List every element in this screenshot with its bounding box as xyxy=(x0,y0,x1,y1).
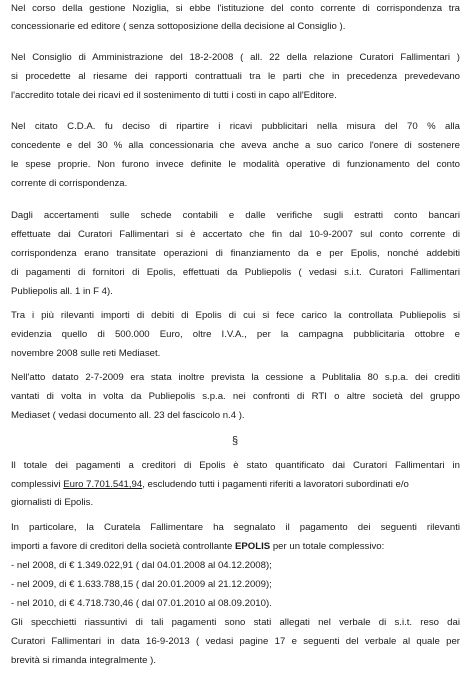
text-fragment: importi a favore di creditori della società controllante xyxy=(11,541,235,552)
text-line: Tra i più rilevanti importi di debiti di Epolis di cui si fece carico la controllata Publiepolis si xyxy=(11,310,460,321)
company-name: EPOLIS xyxy=(234,541,271,552)
text-line: Nel citato C.D.A. fu deciso di ripartire i ricavi pubblicitari nella misura del 70 % alla xyxy=(11,121,460,132)
text-line: novembre 2008 sulle reti Mediaset. xyxy=(11,348,161,359)
text-line: vantati di volta in volta da Publiepolis s.p.a. nei confronti di RTI o altre società del gruppo xyxy=(11,391,460,402)
total-amount: Euro 7.701.541,94 xyxy=(63,479,143,490)
text-line: Curatori Fallimentari in data 16-9-2013 ( vedasi pagine 17 e seguenti del verbale al quale per xyxy=(11,636,460,647)
text-line: l'accredito totale dei ricavi ed il sostenimento di tutti i costi in capo all'Editore. xyxy=(11,90,337,101)
text-line: giornalisti di Epolis. xyxy=(11,497,94,508)
payment-item: - nel 2010, di € 4.718.730,46 ( dal 07.01.2010 al 08.09.2010). xyxy=(11,598,272,609)
text-line: corrente di corrispondenza. xyxy=(11,178,128,189)
text-fragment: per un totale complessivo: xyxy=(270,541,385,552)
text-line: si procedette al riesame dei rapporti contrattuali tra le parti che in precedenza prevedevano xyxy=(11,71,460,82)
text-line: Nel Consiglio di Amministrazione del 18-2-2008 ( all. 22 della relazione Curatori Fallimentari ) xyxy=(11,52,460,63)
text-line: corrispondenza erano transitate operazioni di finanziamento da e per Epolis, nonché addebiti xyxy=(11,248,460,259)
payment-item: - nel 2009, di € 1.633.788,15 ( dal 20.01.2009 al 21.12.2009); xyxy=(11,579,272,590)
payment-item: - nel 2008, di € 1.349.022,91 ( dal 04.01.2008 al 04.12.2008); xyxy=(11,560,272,571)
text-line: concedente e del 30 % alla concessionaria che aveva anche a suo carico l'onere di sostenere xyxy=(11,140,460,151)
text-line: Nell'atto datato 2-7-2009 era stata inoltre prevista la cessione a Publitalia 80 s.p.a. dei crediti xyxy=(11,372,460,383)
text-line: Nel corso della gestione Noziglia, si ebbe l'istituzione del conto corrente di corrispondenza tra xyxy=(11,3,460,14)
text-line: brevità si rimanda integralmente ). xyxy=(11,655,157,666)
text-line xyxy=(11,479,460,491)
text-line: concessionarie ed editore ( senza sottoposizione della decisione al Consiglio ). xyxy=(11,21,346,32)
text-line: In particolare, la Curatela Fallimentare ha segnalato il pagamento dei seguenti rilevanti xyxy=(11,522,460,533)
section-mark: § xyxy=(231,435,239,447)
text-line: Mediaset ( vedasi documento all. 23 del fascicolo n.4 ). xyxy=(11,410,245,421)
text-fragment: , escludendo tutti i pagamenti riferiti a lavoratori subordinati e/o xyxy=(142,479,409,490)
text-line xyxy=(11,541,460,553)
text-line: effettuate dai Curatori Fallimentari si è accertato che fin dal 10-9-2007 sul conto corrente di xyxy=(11,229,460,240)
text-line: le spese proprie. Non furono invece definite le modalità operative di funzionamento del conto xyxy=(11,159,460,170)
text-fragment: complessivi xyxy=(11,479,64,490)
text-line: Dagli accertamenti sulle schede contabili e dalle verifiche sugli estratti conto bancari xyxy=(11,210,460,221)
text-line: Publiepolis all. 1 in F 4). xyxy=(11,286,113,297)
text-line: Gli specchietti riassuntivi di tali pagamenti sono stati allegati nel verbale di s.i.t. reso dai xyxy=(11,617,460,628)
text-line: Il totale dei pagamenti a creditori di Epolis è stato quantificato dai Curatori Fallimentari in xyxy=(11,460,460,471)
text-line: evidenzia quello di 500.000 Euro, oltre I.V.A., per la campagna pubblicitaria ottobre e xyxy=(11,329,460,340)
text-line: di pagamenti di fornitori di Epolis, effettuati da Publiepolis ( vedasi s.i.t. Curatori Fallimentari xyxy=(11,267,460,278)
